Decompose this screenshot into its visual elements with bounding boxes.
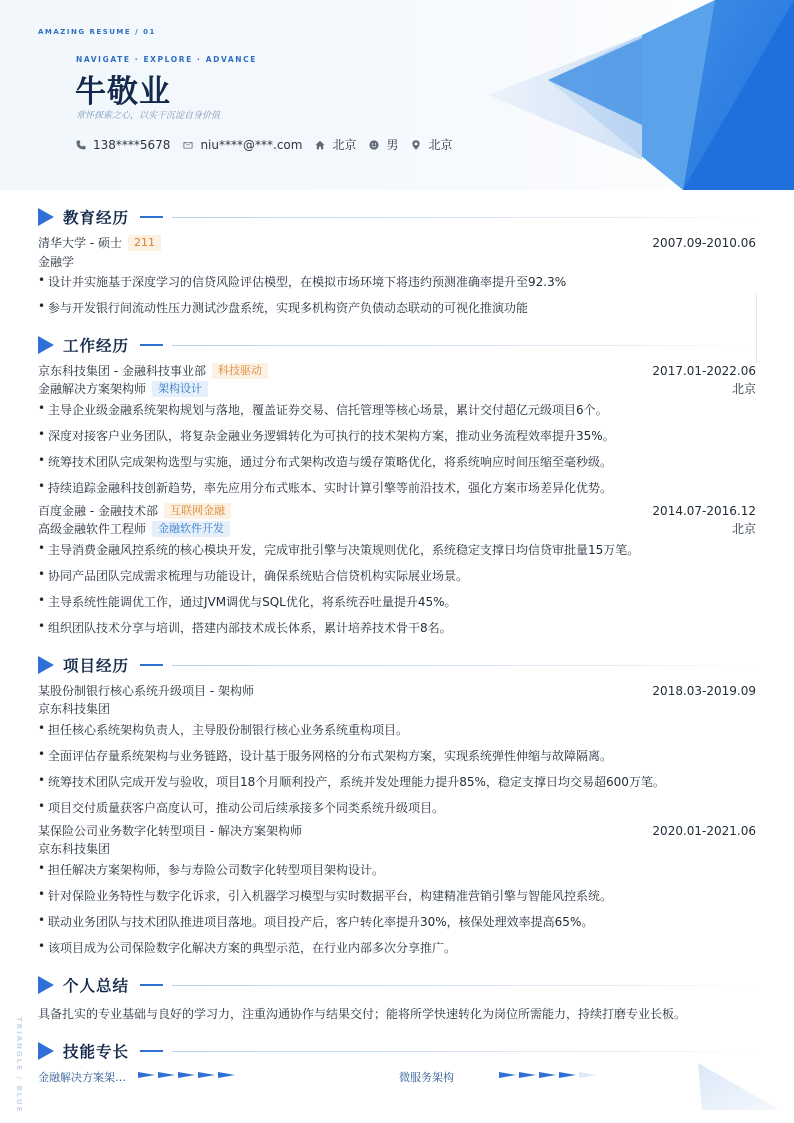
heading-dash xyxy=(140,984,163,986)
list-item: • 主导企业级金融系统架构规划与落地，覆盖证券交易、信托管理等核心场景，累计交付超亿元级项目6个。 xyxy=(38,401,756,418)
project-header xyxy=(38,682,756,699)
company-tag: 科技驱动 xyxy=(212,363,268,379)
job-city: 北京 xyxy=(731,382,756,396)
list-item: • 担任核心系统架构负责人，主导股份制银行核心业务系统重构项目。 xyxy=(38,721,756,738)
job-position-row xyxy=(38,380,756,397)
email-text: niu****@***.com xyxy=(200,137,303,152)
contact-phone xyxy=(76,138,170,152)
education-date: 2007.09-2010.06 xyxy=(652,235,756,250)
list-item: • 全面评估存量系统架构与业务链路，设计基于服务网格的分布式架构方案，实现系统弹性伸缩与故障隔离。 xyxy=(38,747,756,764)
project-date: 2020.01-2021.06 xyxy=(652,823,756,838)
heading-rule xyxy=(172,985,758,986)
skill-level-segment xyxy=(158,1072,175,1078)
position-tag: 金融软件开发 xyxy=(152,521,230,537)
skill-level-bar xyxy=(138,1072,238,1078)
contact-location xyxy=(411,136,452,153)
skill-level-segment xyxy=(178,1072,195,1078)
list-item: • 针对保险业务特性与数字化诉求，引入机器学习模型与实时数据平台，构建精准营销引擎与智能风控系统。 xyxy=(38,887,756,904)
job-position-row xyxy=(38,520,756,537)
list-item: • 项目交付质量获客户高度认可，推动公司后续承接多个同类系统升级项目。 xyxy=(38,799,756,816)
list-item: • 主导消费金融风控系统的核心模块开发，完成审批引擎与决策规则优化，系统稳定支撑日均信贷审批量15万笔。 xyxy=(38,541,756,558)
project-name: 某保险公司业务数字化转型项目 - 解决方案架构师 xyxy=(38,824,302,838)
section-heading: 项目经历 xyxy=(63,657,130,675)
resume-header xyxy=(0,0,794,190)
location-pin-icon xyxy=(411,140,421,150)
skill-level-segment xyxy=(138,1072,155,1078)
job-date: 2017.01-2022.06 xyxy=(652,363,756,378)
phone-icon xyxy=(76,140,86,150)
heading-rule xyxy=(172,665,758,666)
position-tag: 架构设计 xyxy=(152,381,208,397)
project-org: 京东科技集团 xyxy=(38,842,111,856)
job-header xyxy=(38,502,756,519)
skill-level-segment xyxy=(198,1072,215,1078)
triangle-marker-icon xyxy=(38,656,54,674)
list-item: • 设计并实施基于深度学习的信贷风险评估模型，在模拟市场环境下将违约预测准确率提升至92.3% xyxy=(38,273,756,290)
heading-dash xyxy=(140,344,163,346)
list-item: • 主导系统性能调优工作，通过JVM调优与SQL优化，将系统吞吐量提升45%。 xyxy=(38,593,756,610)
triangle-marker-icon xyxy=(38,336,54,354)
company-name: 京东科技集团 - 金融科技事业部 xyxy=(38,364,206,378)
triangle-marker-icon xyxy=(38,1042,54,1060)
candidate-name: 牛敬业 xyxy=(75,74,171,110)
location-text: 北京 xyxy=(428,138,453,152)
project-date: 2018.03-2019.09 xyxy=(652,683,756,698)
heading-rule xyxy=(172,217,758,218)
list-item: • 统筹技术团队完成架构选型与实施，通过分布式架构改造与缓存策略优化，将系统响应时间压缩至毫秒级。 xyxy=(38,453,756,470)
section-heading: 技能专长 xyxy=(63,1043,130,1061)
list-item: • 统筹技术团队完成开发与验收，项目18个月顺利投产，系统并发处理能力提升85%，稳定支撑日均交易超600万笔。 xyxy=(38,773,756,790)
education-major-row xyxy=(38,253,756,270)
section-projects-title xyxy=(38,655,758,675)
heading-dash xyxy=(140,664,163,666)
header-tagline: NAVIGATE · EXPLORE · ADVANCE xyxy=(76,55,257,64)
project-org-row xyxy=(38,840,756,857)
candidate-motto: 常怀探索之心，以实干沉淀自身价值 xyxy=(76,111,221,121)
section-summary-title xyxy=(38,975,758,995)
project-name: 某股份制银行核心系统升级项目 - 架构师 xyxy=(38,684,254,698)
job-date: 2014.07-2016.12 xyxy=(652,503,756,518)
triangle-marker-icon xyxy=(38,208,54,226)
skill-level-segment xyxy=(579,1072,596,1078)
section-education-title xyxy=(38,207,758,227)
skill-level-segment xyxy=(519,1072,536,1078)
section-heading: 工作经历 xyxy=(63,337,130,355)
contact-bar xyxy=(76,136,466,153)
list-item: • 持续追踪金融科技创新趋势，率先应用分布式账本、实时计算引擎等前沿技术，强化方案市场差异化优势。 xyxy=(38,479,756,496)
contact-gender xyxy=(369,136,398,153)
section-heading: 教育经历 xyxy=(63,209,130,227)
list-item: • 该项目成为公司保险数字化解决方案的典型示范，在行业内部多次分享推广。 xyxy=(38,939,756,956)
heading-rule xyxy=(172,345,758,346)
project-header xyxy=(38,822,756,839)
heading-dash xyxy=(140,1050,163,1052)
section-work-title xyxy=(38,335,758,355)
hometown-text: 北京 xyxy=(332,138,357,152)
skill-level-segment xyxy=(559,1072,576,1078)
school-tag: 211 xyxy=(128,235,161,251)
footer-triangle-decoration xyxy=(690,1058,790,1118)
side-watermark: TRIANGLE / BLUE xyxy=(15,1017,23,1114)
skill-level-segment xyxy=(499,1072,516,1078)
education-entry xyxy=(38,234,756,251)
mail-icon xyxy=(183,140,193,150)
phone-text: 138****5678 xyxy=(93,137,171,152)
job-position: 高级金融软件工程师 xyxy=(38,522,147,536)
resume-eyebrow: AMAZING RESUME / 01 xyxy=(38,28,156,36)
list-item: • 担任解决方案架构师，参与寿险公司数字化转型项目架构设计。 xyxy=(38,861,756,878)
skill-level-segment xyxy=(218,1072,235,1078)
skill-level-bar xyxy=(499,1072,599,1078)
skill-name: 金融解决方案架… xyxy=(38,1071,126,1084)
job-header xyxy=(38,362,756,379)
heading-dash xyxy=(140,216,163,218)
list-item: • 组织团队技术分享与培训，搭建内部技术成长体系，累计培养技术骨干8名。 xyxy=(38,619,756,636)
skill-name: 微服务架构 xyxy=(399,1071,454,1084)
company-tag: 互联网金融 xyxy=(164,503,231,519)
company-name: 百度金融 - 金融技术部 xyxy=(38,504,158,518)
section-skills-title xyxy=(38,1041,758,1061)
list-item: • 联动业务团队与技术团队推进项目落地。项目投产后，客户转化率提升30%，核保处理效率提高65%。 xyxy=(38,913,756,930)
section-heading: 个人总结 xyxy=(63,977,130,995)
project-org-row xyxy=(38,700,756,717)
project-org: 京东科技集团 xyxy=(38,702,111,716)
school-name: 清华大学 - 硕士 xyxy=(38,236,122,250)
heading-rule xyxy=(172,1051,758,1052)
contact-email xyxy=(183,138,302,152)
education-major: 金融学 xyxy=(38,255,75,269)
skill-level-segment xyxy=(539,1072,556,1078)
list-item: • 深度对接客户业务团队，将复杂金融业务逻辑转化为可执行的技术架构方案，推动业务流程效率提升35%。 xyxy=(38,427,756,444)
summary-text: 具备扎实的专业基础与良好的学习力，注重沟通协作与结果交付；能将所学快速转化为岗位所需能力，持续打磨专业长板。 xyxy=(38,1007,687,1021)
contact-hometown xyxy=(315,136,356,153)
job-city: 北京 xyxy=(731,522,756,536)
list-item: • 参与开发银行间流动性压力测试沙盘系统，实现多机构资产负债动态联动的可视化推演功能 xyxy=(38,299,756,316)
gender-text: 男 xyxy=(386,138,399,152)
triangle-marker-icon xyxy=(38,976,54,994)
job-position: 金融解决方案架构师 xyxy=(38,382,147,396)
list-item: • 协同产品团队完成需求梳理与功能设计，确保系统贴合信贷机构实际展业场景。 xyxy=(38,567,756,584)
home-icon xyxy=(315,140,325,150)
gender-icon xyxy=(369,140,379,150)
